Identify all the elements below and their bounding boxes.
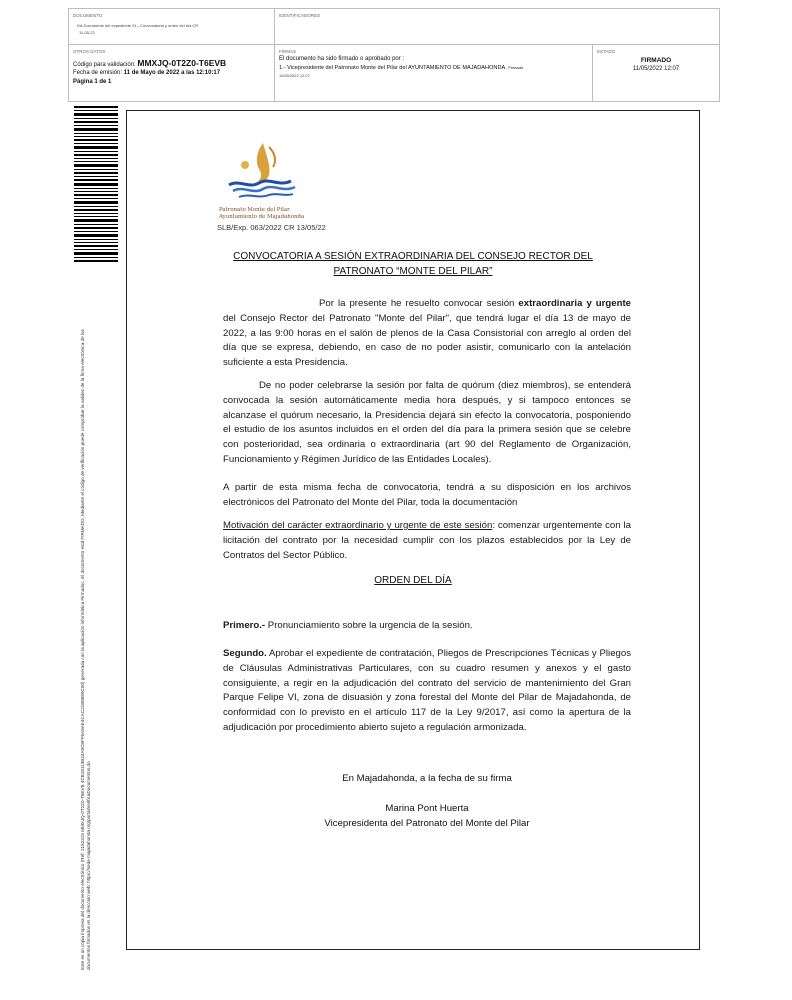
firmas-label: FIRMAS [279,49,297,54]
item2-label: Segundo. [223,648,267,659]
estado-cell [593,45,719,101]
fecha-emision [73,70,220,76]
documento-cell [69,9,275,45]
item1-text: Pronunciamiento sobre la urgencia de la sesión. [265,620,473,631]
document-title [187,249,639,279]
paragraph-documentacion: A partir de esta misma fecha de convocatoria, tendrá a su disposición en los archivos electrónicos del Patronato del Monte del Pilar, toda la documentación [223,482,631,508]
p1-b: extraordinaria y urgente [518,298,631,309]
logo-line1: Patronato Monte del Pilar [219,207,290,213]
codigo-validacion [73,58,226,68]
fecha-value: 11 de Mayo de 2022 a las 12:10:17 [123,70,221,76]
firmas-line2-suffix: Firmado [508,65,524,70]
patronato-logo [215,137,307,221]
estado-label: ESTADO [597,49,616,54]
identificadores-label: IDENTIFICADORES [279,13,321,18]
firmas-line3: 11/05/2022 12:07 [279,73,310,78]
title-line2: PATRONATO “MONTE DEL PILAR” [333,266,493,277]
signer-role: Vicepresidenta del Patronato del Monte del Pilar [324,818,530,829]
otros-datos-cell [69,45,275,101]
estado-value: FIRMADO [640,57,672,64]
item2-text: Aprobar el expediente de contratación, Pliegos de Prescripciones Técnicas y Pliegos de Cláusulas Administrativas Particulares, con su cuadro resumen y anexos y el gasto consiguiente, a regir en la adjudicación del contrato del servicio de mantenimiento del Gran Parque Felipe VI, zona de disuasión y zona forestal del Monte del Pilar de Majadahonda, de conformidad con lo previsto en el artículo 117 de la Ley 9/2017, así como la apertura de la adjudicación por procedimiento abierto sujeto a regulación armonizada. [223,648,631,733]
otros-datos-label: OTROS DATOS [73,49,106,54]
paragraph-convocatoria [223,297,631,371]
validation-header [68,8,720,102]
pagina: Página 1 de 1 [73,79,112,85]
verification-side-text-content: Este es un copia impresa del documento electrónico (Ref: 2182315 MMXJQ-0T2Z0-T6EVB 4CB18113B24A8C8FF6A9AE4CAC21B8689C50) generada con la aplicación informática Firmadoc. El documento está FIRMADO. Mediante el código de verificación puede comprobar la validez de la firma electrónica de los documentos firmados en la dirección web: https://sede.majadahonda.org/portal/verificaDocumentos.do [80,329,91,970]
agenda-item-2 [223,647,631,736]
orden-del-dia-title: ORDEN DEL DÍA [374,575,452,586]
document-page [126,110,700,950]
p1-c: del Consejo Rector del Patronato "Monte del Pilar", que tendrá lugar el día 13 de mayo de 2022, a las 9:00 horas en el salón de plenos de la Casa Consistorial con arreglo al orden del día que se expresa, debiendo, en caso de no poder asistir, comunicarlo con la antelación suficiente a esta Presidencia. [223,312,631,369]
estado-date: 11/05/2022 12:07 [632,66,680,72]
barcode-icon [74,106,118,264]
p4-a: Motivación del carácter extraordinario y urgente de este sesión [223,520,493,531]
documento-line1: DA Documento del expediente 01.- Convocatoria y orden del día CR [77,23,199,28]
firmas-cell [275,45,593,101]
p1-a: Por la presente he resuelto convocar sesión [319,298,519,309]
paragraph-motivacion [223,519,631,563]
firmas-line1: El documento ha sido firmado o aprobado por : [279,56,405,62]
title-line1: CONVOCATORIA A SESIÓN EXTRAORDINARIA DEL CONSEJO RECTOR DEL [233,251,593,262]
item1-label: Primero.- [223,620,266,631]
agenda-item-1 [223,619,631,634]
signer-name: Marina Pont Huerta [385,803,469,814]
expediente-ref: SLB/Exp. 063/2022 CR 13/05/22 [217,223,326,232]
firmas-line2 [279,65,523,71]
codigo-value[interactable]: MMXJQ-0T2Z0-T6EVB [137,58,227,68]
paragraph-quorum: De no poder celebrarse la sesión por falta de quórum (diez miembros), se entenderá convocada la sesión automáticamente media hora después, y si tampoco entonces se alcanzase el quórum necesario, la Presidencia dejará sin efecto la convocatoria, posponiendo el estudio de los asuntos incluidos en el orden del día para la primera sesión que se celebre con posterioridad, sea ordinaria o extraordinaria (art 90 del Reglamento de Organización, Funcionamiento y Régimen Jurídico de las Entidades Locales). [223,380,631,465]
documento-label: DOCUMENTO [73,13,103,18]
identificadores-cell [275,9,719,45]
verification-side-text [80,310,94,970]
fecha-prefix: Fecha de emisión: [73,70,123,76]
place-date: En Majadahonda, a la fecha de su firma [342,773,512,784]
documento-line2: 11-05-22 [79,30,95,35]
codigo-prefix: Código para validación: [73,62,136,68]
logo-line2: Ayuntamiento de Majadahonda [219,214,305,220]
p4-b: : comenzar urgentemente con la licitación del contrato por la necesidad cumplir con los plazos establecidos por la Ley de Contratos del Sector Público. [223,520,631,561]
firmas-line2-text: 1.- Vicepresidente del Patronato Monte del Pilar del AYUNTAMIENTO DE MAJADAHONDA. [279,65,507,71]
